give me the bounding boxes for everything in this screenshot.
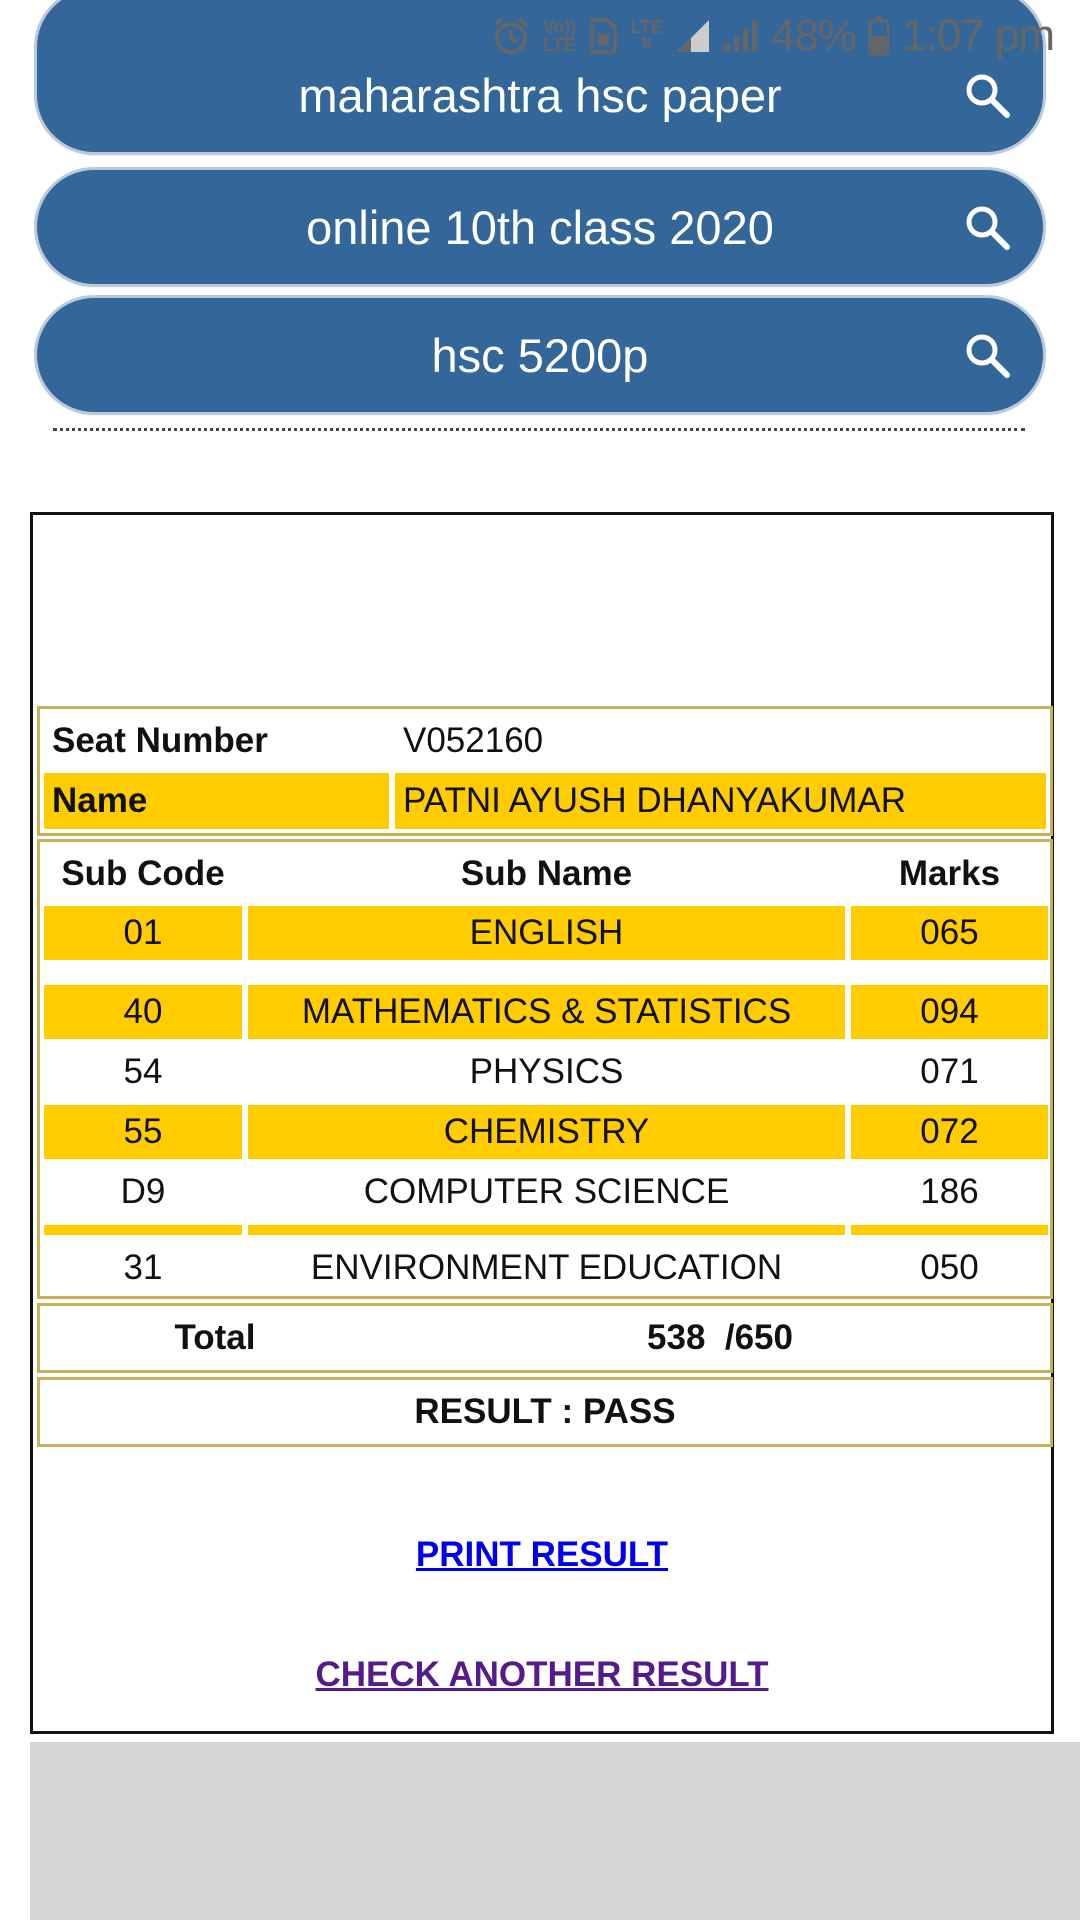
student-info-table [37, 706, 1053, 836]
sub-code-cell: 40 [44, 985, 242, 1039]
battery-percent: 48% [770, 11, 857, 60]
ad-placeholder [30, 1742, 1080, 1920]
sub-code-cell: 54 [123, 1052, 163, 1091]
status-bar [0, 0, 1080, 72]
signal-icon [675, 12, 711, 60]
sub-name-cell: CHEMISTRY [248, 1105, 845, 1159]
total-label: Total [174, 1318, 256, 1357]
empty-row-name [248, 1225, 845, 1235]
marks-cell: 094 [851, 985, 1048, 1039]
marks-cell: 186 [920, 1172, 979, 1211]
volte-icon [543, 12, 577, 60]
sub-code-cell: 01 [44, 906, 242, 960]
total-table [37, 1303, 1053, 1373]
name-value: PATNI AYUSH DHANYAKUMAR [395, 773, 1046, 829]
sub-name-cell: COMPUTER SCIENCE [363, 1172, 730, 1211]
marks-cell: 072 [851, 1105, 1048, 1159]
dotted-divider [53, 428, 1025, 431]
lte-icon [630, 12, 663, 60]
total-value: 538 /650 [647, 1318, 793, 1357]
result-status-table [37, 1377, 1053, 1447]
signal-icon-2 [723, 12, 759, 60]
search-icon [963, 203, 1011, 251]
search-pill-3[interactable] [37, 298, 1043, 412]
seat-number-label: Seat Number [52, 721, 268, 760]
volte-top-text: Vo)) [542, 17, 577, 37]
empty-row-marks [851, 1225, 1048, 1235]
seat-number-value: V052160 [403, 721, 544, 760]
sub-code-header: Sub Code [61, 854, 225, 893]
search-pill-label: maharashtra hsc paper [298, 68, 782, 122]
sub-name-header: Sub Name [460, 854, 633, 893]
search-icon [963, 331, 1011, 379]
search-pill-label: hsc 5200p [431, 328, 649, 382]
lte-arrows-icon: ⇅ [639, 36, 654, 53]
search-pill-label: online 10th class 2020 [306, 200, 774, 254]
search-icon [963, 71, 1011, 119]
search-pill-2[interactable] [37, 170, 1043, 284]
alarm-icon [491, 12, 531, 60]
check-another-result-link[interactable]: CHECK ANOTHER RESULT [315, 1655, 769, 1694]
lte-text: LTE [630, 17, 663, 37]
result-status: RESULT : PASS [414, 1392, 676, 1431]
sub-name-cell: MATHEMATICS & STATISTICS [248, 985, 845, 1039]
sub-code-cell: 55 [44, 1105, 242, 1159]
volte-bottom-text: LTE [543, 35, 576, 55]
sub-name-cell: ENVIRONMENT EDUCATION [310, 1248, 783, 1287]
sub-code-cell: 31 [123, 1248, 163, 1287]
sub-name-cell: ENGLISH [248, 906, 845, 960]
result-box [30, 512, 1054, 1734]
marks-cell: 050 [920, 1248, 979, 1287]
clock: 1:07 pm [902, 11, 1054, 60]
name-label: Name [44, 773, 389, 829]
sub-code-cell: D9 [120, 1172, 166, 1211]
marks-cell: 065 [851, 906, 1048, 960]
battery-icon [868, 12, 890, 60]
marks-table [37, 839, 1053, 1299]
print-result-link[interactable]: PRINT RESULT [415, 1535, 669, 1574]
marks-cell: 071 [920, 1052, 979, 1091]
sub-name-cell: PHYSICS [469, 1052, 624, 1091]
empty-row-code [44, 1225, 242, 1235]
marks-header: Marks [898, 854, 1001, 893]
sim-icon [588, 12, 618, 60]
